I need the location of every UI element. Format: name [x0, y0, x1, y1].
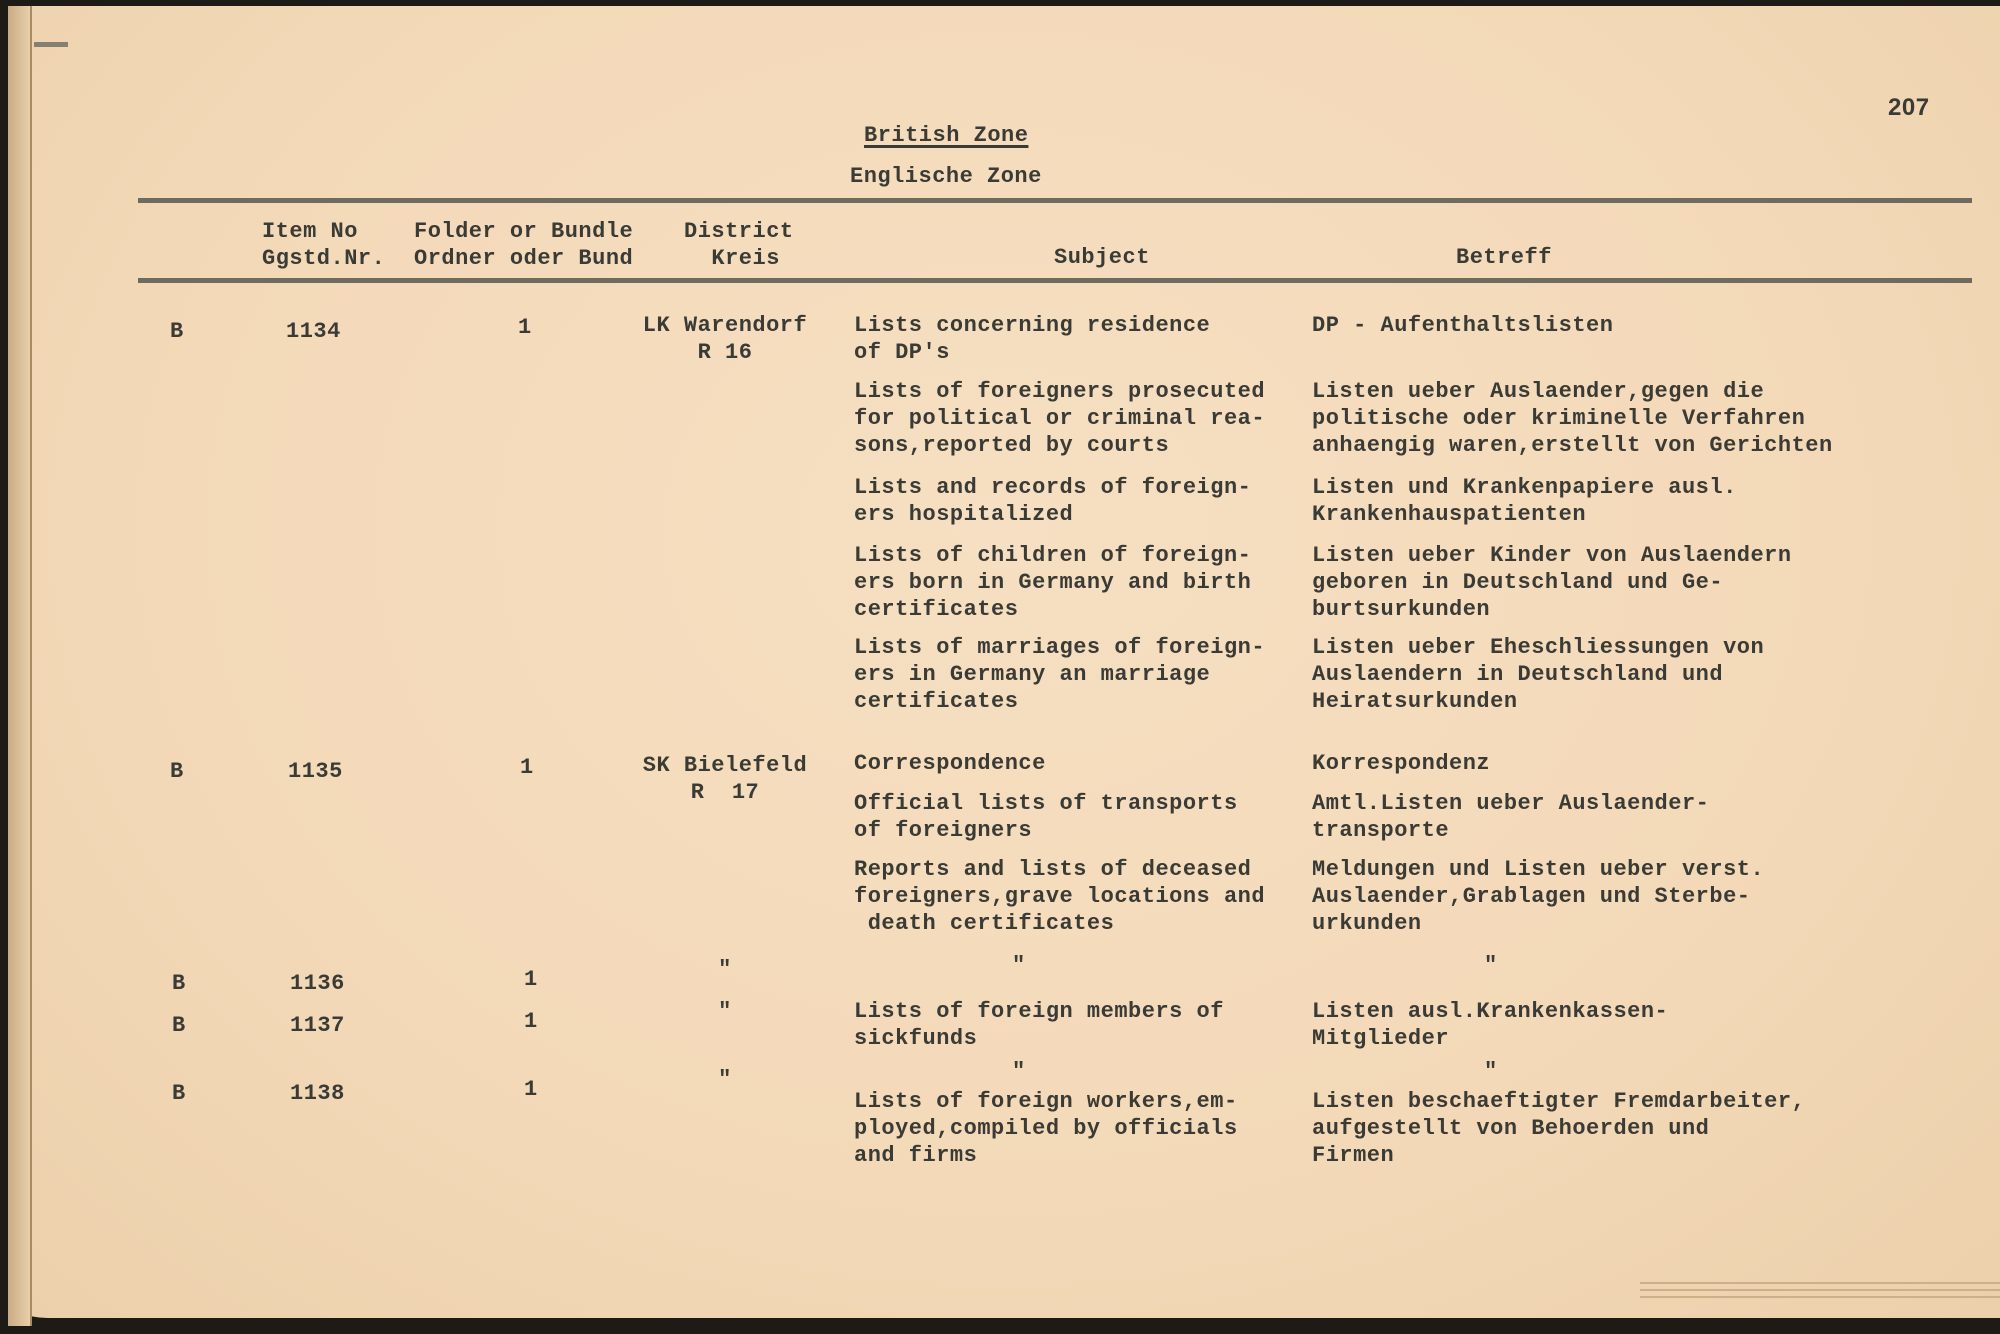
- row-marker: B: [172, 971, 186, 996]
- folder-count: 1: [524, 1009, 538, 1034]
- folder-count: 1: [520, 755, 534, 780]
- betreff-entry: Listen ausl.Krankenkassen- Mitglieder: [1312, 999, 1669, 1051]
- betreff-entry: Listen beschaeftigter Fremdarbeiter, aufgestellt von Behoerden und Firmen: [1312, 1089, 1806, 1168]
- row-marker: B: [172, 1013, 186, 1038]
- betreff-entry: Listen ueber Eheschliessungen von Auslaendern in Deutschland und Heiratsurkunden: [1312, 635, 1765, 714]
- subject-entry: Lists of foreign members of sickfunds: [854, 999, 1224, 1051]
- row-marker: B: [170, 759, 184, 784]
- subject-entry: Lists of marriages of foreign- ers in Germany an marriage certificates: [854, 635, 1266, 714]
- page-edges: [1640, 1282, 2000, 1304]
- district: SK Bielefeld R 17: [642, 753, 808, 805]
- betreff-entry: Listen und Krankenpapiere ausl. Krankenhauspatienten: [1312, 475, 1737, 527]
- betreff-entry: ": [1484, 953, 1498, 978]
- margin-mark: [34, 42, 68, 47]
- subject-entry: Correspondence: [854, 751, 1046, 776]
- header-folder: Folder or Bundle Ordner oder Bund: [414, 219, 634, 271]
- folder-count: 1: [524, 967, 538, 992]
- row-marker: B: [170, 319, 184, 344]
- subject-entry: Lists and records of foreign- ers hospitalized: [854, 475, 1252, 527]
- header-district: District Kreis: [684, 219, 794, 271]
- page-subtitle: Englische Zone: [850, 164, 1042, 189]
- subject-entry: Official lists of transports of foreigners: [854, 791, 1238, 843]
- row-marker: B: [172, 1081, 186, 1106]
- subject-entry: Lists of children of foreign- ers born in Germany and birth certificates: [854, 543, 1252, 622]
- subject-entry: Reports and lists of deceased foreigners,grave locations and death certificates: [854, 857, 1266, 936]
- subject-entry: Lists concerning residence of DP's: [854, 313, 1211, 365]
- betreff-entry: Listen ueber Kinder von Auslaendern geboren in Deutschland und Ge- burtsurkunden: [1312, 543, 1792, 622]
- subject-entry: ": [1012, 953, 1026, 978]
- header-item-no: Item No Ggstd.Nr.: [262, 219, 386, 271]
- district: ": [718, 957, 732, 982]
- item-number: 1134: [286, 319, 341, 344]
- subject-entry: ": [1012, 1059, 1026, 1084]
- item-number: 1135: [288, 759, 343, 784]
- subject-entry: Lists of foreign workers,em- ployed,compiled by officials and firms: [854, 1089, 1238, 1168]
- betreff-entry: Meldungen und Listen ueber verst. Auslaender,Grablagen und Sterbe- urkunden: [1312, 857, 1765, 936]
- betreff-entry: Amtl.Listen ueber Auslaender- transporte: [1312, 791, 1710, 843]
- folder-count: 1: [518, 315, 532, 340]
- betreff-entry: Listen ueber Auslaender,gegen die politische oder kriminelle Verfahren anhaengig waren,erstellt von Gerichten: [1312, 379, 1833, 458]
- item-number: 1137: [290, 1013, 345, 1038]
- district: LK Warendorf R 16: [642, 313, 808, 365]
- betreff-entry: ": [1484, 1059, 1498, 1084]
- page-number: 207: [1888, 94, 1930, 121]
- header-subject: Subject: [1054, 245, 1150, 270]
- betreff-entry: Korrespondenz: [1312, 751, 1491, 776]
- item-number: 1138: [290, 1081, 345, 1106]
- document-page: [8, 6, 2000, 1318]
- header-rule-top: [138, 198, 1972, 203]
- district: ": [718, 999, 732, 1024]
- book-binding: [8, 6, 32, 1326]
- header-rule-bottom: [138, 278, 1972, 283]
- header-betreff: Betreff: [1456, 245, 1552, 270]
- betreff-entry: DP - Aufenthaltslisten: [1312, 313, 1614, 338]
- page-title: British Zone: [864, 123, 1029, 148]
- item-number: 1136: [290, 971, 345, 996]
- subject-entry: Lists of foreigners prosecuted for political or criminal rea- sons,reported by courts: [854, 379, 1266, 458]
- folder-count: 1: [524, 1077, 538, 1102]
- district: ": [718, 1067, 732, 1092]
